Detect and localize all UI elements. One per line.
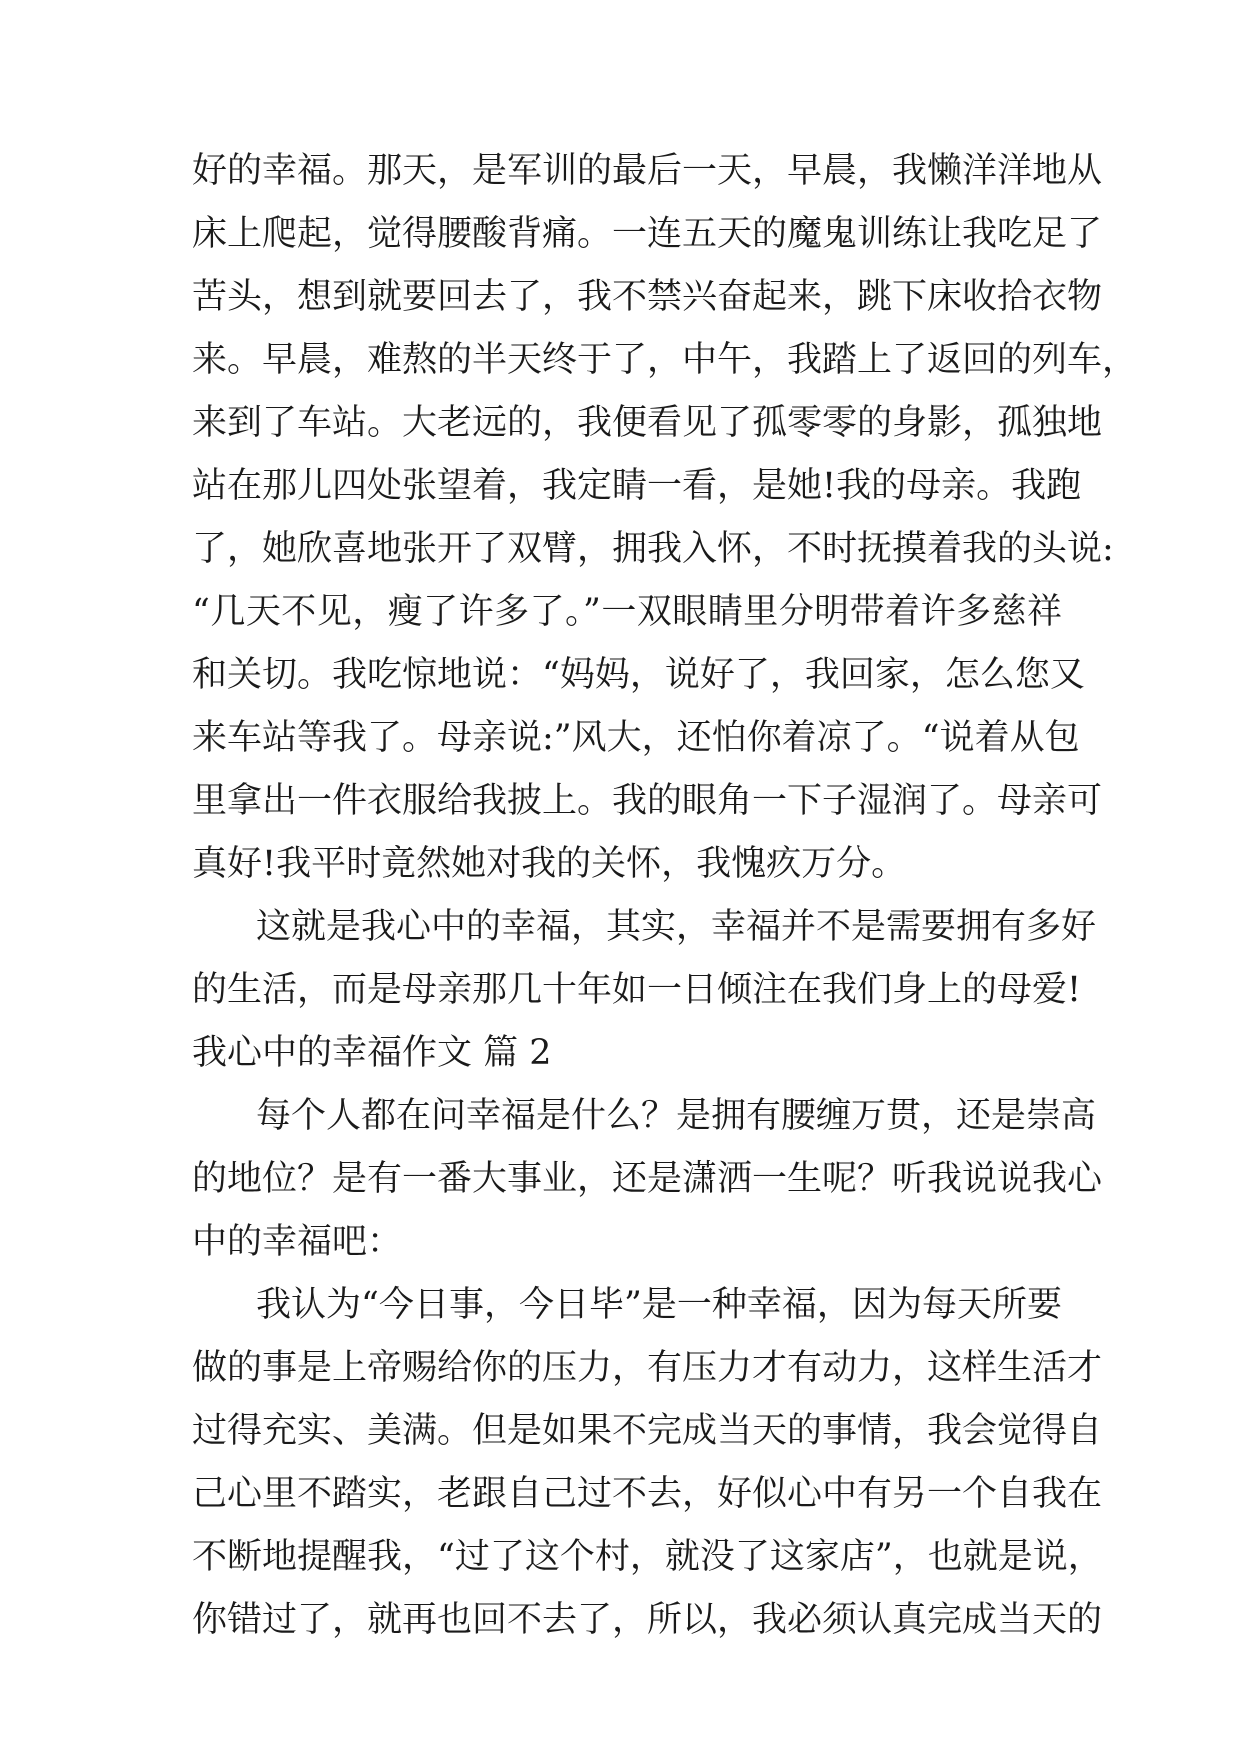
- text-line: 里拿出一件衣服给我披上。我的眼角一下子湿润了。母亲可: [192, 781, 1103, 821]
- text-line: 的生活，而是母亲那几十年如一日倾注在我们身上的母爱!: [192, 970, 1082, 1010]
- text-line: 床上爬起，觉得腰酸背痛。一连五天的魔鬼训练让我吃足了: [192, 214, 1103, 254]
- text-line: 你错过了，就再也回不去了，所以，我必须认真完成当天的: [192, 1600, 1103, 1640]
- text-line: 真好!我平时竟然她对我的关怀，我愧疚万分。: [192, 844, 907, 884]
- text-line: 己心里不踏实，老跟自己过不去，好似心中有另一个自我在: [192, 1474, 1103, 1514]
- text-line: 站在那儿四处张望着，我定睛一看，是她!我的母亲。我跑: [192, 466, 1082, 506]
- text-line: 了，她欣喜地张开了双臂，拥我入怀，不时抚摸着我的头说:: [192, 529, 1114, 569]
- paragraph-first-line: 每个人都在问幸福是什么？是拥有腰缠万贯，还是崇高: [256, 1096, 1097, 1136]
- section-heading: 我心中的幸福作文 篇 2: [192, 1033, 552, 1073]
- text-line: 和关切。我吃惊地说：“妈妈，说好了，我回家，怎么您又: [192, 655, 1085, 695]
- text-line: 的地位？是有一番大事业，还是潇洒一生呢？听我说说我心: [192, 1159, 1103, 1199]
- text-line: 中的幸福吧：: [192, 1222, 403, 1262]
- paragraph-first-line: 这就是我心中的幸福，其实，幸福并不是需要拥有多好: [256, 907, 1097, 947]
- text-line: “几天不见，瘦了许多了。”一双眼睛里分明带着许多慈祥: [192, 592, 1062, 632]
- text-line: 做的事是上帝赐给你的压力，有压力才有动力，这样生活才: [192, 1348, 1103, 1388]
- text-line: 来到了车站。大老远的，我便看见了孤零零的身影，孤独地: [192, 403, 1103, 443]
- paragraph-first-line: 我认为“今日事，今日毕”是一种幸福，因为每天所要: [256, 1285, 1062, 1325]
- text-line: 过得充实、美满。但是如果不完成当天的事情，我会觉得自: [192, 1411, 1103, 1451]
- text-line: 来车站等我了。母亲说:”风大，还怕你着凉了。“说着从包: [192, 718, 1080, 758]
- text-line: 苦头，想到就要回去了，我不禁兴奋起来，跳下床收拾衣物: [192, 277, 1103, 317]
- text-line: 好的幸福。那天，是军训的最后一天，早晨，我懒洋洋地从: [192, 151, 1103, 191]
- text-line: 来。早晨，难熬的半天终于了，中午，我踏上了返回的列车，: [192, 340, 1138, 380]
- document-body: [192, 140, 1138, 1652]
- text-line: 不断地提醒我，“过了这个村，就没了这家店”，也就是说，: [192, 1537, 1103, 1577]
